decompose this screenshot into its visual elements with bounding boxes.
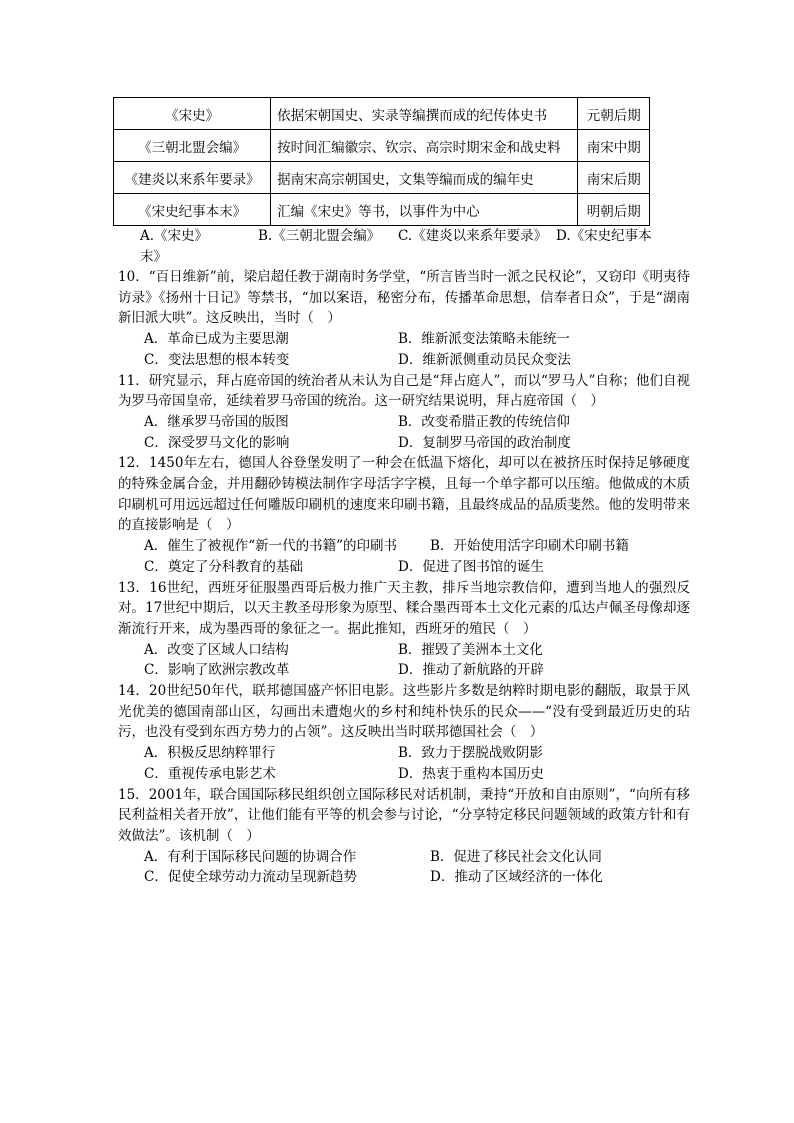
options-row [118, 412, 690, 433]
option-c: C.《建炎以来系年要录》 [398, 228, 548, 244]
book-title-cell: 《宋史》 [114, 98, 271, 130]
option-c: C．影响了欧洲宗教改革 [144, 662, 290, 679]
options-row [118, 433, 690, 454]
option-d: D．推动了区域经济的一体化 [430, 869, 603, 886]
options-row [118, 536, 690, 557]
option-b: B．摧毁了美洲本土文化 [398, 641, 543, 658]
question-9-options [140, 226, 680, 267]
option-d: D．维新派侧重动员民众变法 [398, 351, 571, 368]
option-a: A．继承罗马帝国的版图 [144, 413, 289, 430]
book-description-cell: 据南宋高宗朝国史，文集等编而成的编年史 [271, 162, 578, 194]
book-period-cell: 元朝后期 [578, 98, 650, 130]
options-row [118, 867, 690, 888]
option-c: C．变法思想的根本转变 [144, 351, 290, 368]
option-a: A．革命已成为主要思潮 [144, 331, 289, 348]
question-15 [118, 785, 690, 889]
option-a: A．催生了被视作“新一代的书籍”的印刷书 [144, 538, 398, 555]
book-title-cell: 《建炎以来系年要录》 [114, 162, 271, 194]
question-12 [118, 453, 690, 577]
option-b: B．改变希腊正教的传统信仰 [398, 413, 570, 430]
option-b: B．维新派变法策略未能统一 [398, 331, 570, 348]
option-b: B.《三朝北盟会编》 [258, 228, 381, 244]
question-13 [118, 578, 690, 682]
options-row [118, 350, 690, 371]
options-row [118, 847, 690, 868]
options-row [118, 557, 690, 578]
option-a: A．有利于国际移民问题的协调合作 [144, 848, 357, 865]
book-description-cell: 汇编《宋史》等书，以事件为中心 [271, 194, 578, 226]
option-c: C．促使全球劳动力流动呈现新趋势 [144, 869, 357, 886]
table-row [114, 130, 650, 162]
book-title-cell: 《三朝北盟会编》 [114, 130, 271, 162]
option-a: A.《宋史》 [140, 228, 209, 244]
option-b: B．致力于摆脱战败阴影 [398, 745, 543, 762]
table-row [114, 98, 650, 130]
question-stem: 11．研究显示，拜占庭帝国的统治者从未认为自己是“拜占庭人”，而以“罗马人”自称；他们自视为罗马帝国皇帝，延续着罗马帝国的统治。这一研究结果说明，拜占庭帝国（ ） [118, 372, 690, 410]
book-period-cell: 明朝后期 [578, 194, 650, 226]
book-description-cell: 按时间汇编徽宗、钦宗、高宗时期宋金和战史料 [271, 130, 578, 162]
option-a: A．积极反思纳粹罪行 [144, 745, 276, 762]
book-period-cell: 南宋中期 [578, 130, 650, 162]
question-11 [118, 371, 690, 454]
option-d-continuation: 末》 [140, 248, 167, 265]
options-row [118, 329, 690, 350]
question-10 [118, 267, 690, 371]
option-d: D．推动了新航路的开辟 [398, 662, 544, 679]
table-row [114, 194, 650, 226]
option-d: D．促进了图书馆的诞生 [398, 558, 544, 575]
question-stem: 12．1450年左右，德国人谷登堡发明了一种会在低温下熔化，却可以在被挤压时保持足够硬度的特殊金属合金，并用翻砂铸模法制作字母活字字模，且每一个单字都可以压缩。他做成的木质印刷机可用远远超过任何雕版印刷机的速度来印刷书籍，且最终成品的品质斐然。他的发明带来的直接影响是（ ） [118, 455, 690, 534]
book-period-cell: 南宋后期 [578, 162, 650, 194]
table-row [114, 162, 650, 194]
option-d: D．复制罗马帝国的政治制度 [398, 434, 571, 451]
book-description-cell: 依据宋朝国史、实录等编撰而成的纪传体史书 [271, 98, 578, 130]
options-row [118, 640, 690, 661]
option-a: A．改变了区域人口结构 [144, 641, 289, 658]
historical-sources-table [113, 97, 650, 226]
option-b: B．促进了移民社会文化认同 [430, 848, 602, 865]
question-list [118, 267, 690, 888]
option-b: B．开始使用活字印刷术印刷书籍 [430, 538, 629, 555]
question-14 [118, 681, 690, 785]
question-stem: 10．“百日维新”前，梁启超任教于湖南时务学堂，“所言皆当时一派之民权论”，又窃印《明夷待访录》《扬州十日记》等禁书，“加以案语，秘密分布，传播革命思想，信奉者日众”，于是“湖南新旧派大哄”。这反映出，当时（ ） [118, 269, 690, 327]
question-stem: 13．16世纪，西班牙征服墨西哥后极力推广天主教，排斥当地宗教信仰，遭到当地人的强烈反对。17世纪中期后，以天主教圣母形象为原型、糅合墨西哥本土文化元素的瓜达卢佩圣母像却逐渐流行开来，成为墨西哥的象征之一。据此推知，西班牙的殖民（ ） [118, 579, 690, 637]
question-stem: 15．2001年，联合国国际移民组织创立国际移民对话机制，秉持“开放和自由原则”，“向所有移民利益相关者开放”，让他们能有平等的机会参与讨论，“分享特定移民问题领域的政策方针和有效做法”。该机制（ ） [118, 786, 690, 844]
options-row [118, 764, 690, 785]
option-c: C．重视传承电影艺术 [144, 765, 276, 782]
options-row [118, 660, 690, 681]
option-c: C．奠定了分科教育的基础 [144, 558, 303, 575]
option-d: D.《宋史纪事本 [556, 228, 652, 244]
question-stem: 14．20世纪50年代，联邦德国盛产怀旧电影。这些影片多数是纳粹时期电影的翻版，取景于风光优美的德国南部山区，勾画出未遭炮火的乡村和纯朴快乐的民众——“没有受到最近历史的玷污，也没有受到东西方势力的占领”。这反映出当时联邦德国社会（ ） [118, 683, 690, 741]
options-row [118, 743, 690, 764]
option-d: D．热衷于重构本国历史 [398, 765, 544, 782]
option-c: C．深受罗马文化的影响 [144, 434, 290, 451]
book-title-cell: 《宋史纪事本末》 [114, 194, 271, 226]
